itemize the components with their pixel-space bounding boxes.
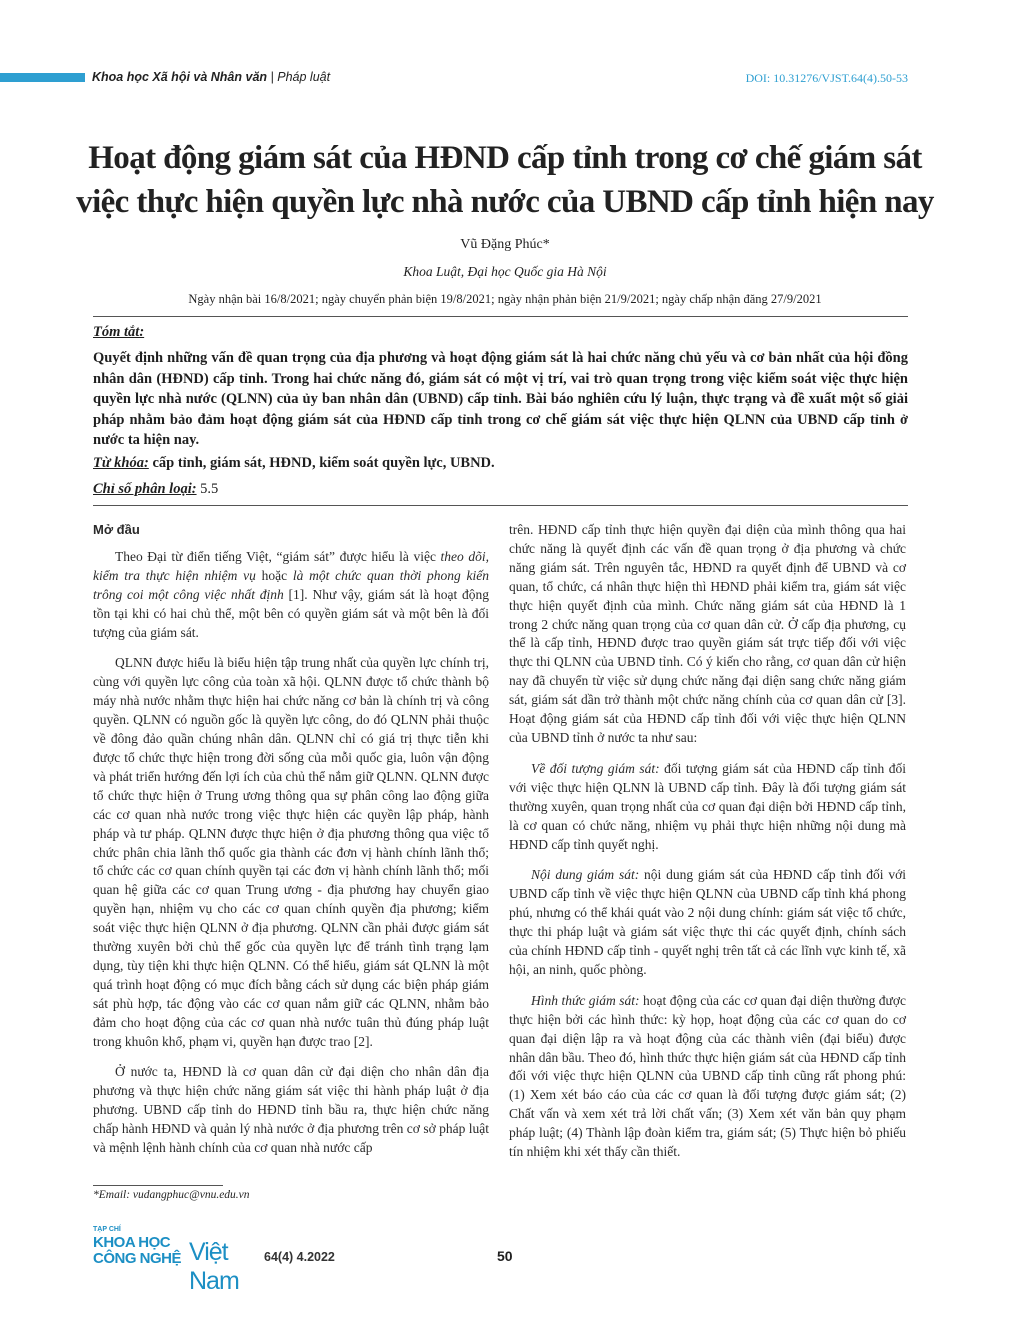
footnote-email[interactable]: *Email: vudangphuc@vnu.edu.vn — [93, 1189, 250, 1201]
article-title: Hoạt động giám sát của HĐND cấp tỉnh trong cơ chế giám sát việc thực hiện quyền lực nhà nước của UBND cấp tỉnh hiện nay — [76, 140, 934, 220]
text: Theo Đại từ điển tiếng Việt, “giám sát” được hiểu là việc — [115, 548, 441, 564]
journal-field: Pháp luật — [277, 70, 331, 84]
classification-label: Chỉ số phân loại: — [93, 481, 197, 497]
logo-small-text: TẠP CHÍ — [93, 1226, 121, 1233]
text-italic: theo dõi, kiểm tra thực hiện nhiệm vụ — [93, 548, 489, 583]
divider-abstract — [93, 505, 908, 506]
keywords — [93, 455, 908, 472]
divider-top — [93, 316, 908, 317]
left-column — [93, 521, 489, 1170]
logo-line-2: CÔNG NGHỆ — [93, 1250, 182, 1267]
section-title: Mở đầu — [93, 522, 140, 537]
right-column — [509, 521, 906, 1174]
author: Vũ Đặng Phúc* — [460, 237, 550, 252]
paragraph — [509, 866, 906, 979]
header-separator: | — [267, 70, 278, 84]
text: đối tượng giám sát của HĐND cấp tỉnh đối với việc thực hiện QLNN là UBND cấp tỉnh. Đây là đối tượng giám sát thường xuyên, quan trọng nhất của cơ quan đại diện bởi HĐND cấp tỉnh, là cơ quan có chức năng, nhiệm vụ phải thực hiện những nội dung mà HĐND cấp tỉnh quyết nghị. — [509, 760, 906, 852]
paragraph: QLNN được hiểu là biểu hiện tập trung nhất của quyền lực chính trị, cùng với quyền lực công của toàn xã hội. QLNN được tổ chức thành bộ máy nhà nước nhằm thực hiện hai chức năng cơ bản là chính trị và công quyền. QLNN có nguồn gốc là quyền lực công, do đó QLNN phải thuộc về đông đảo quần chúng nhân dân. QLNN chỉ có giá trị thực tiễn khi được tổ chức thực hiện trong đời sống của mỗi quốc gia, luôn vận động và phát triển hướng đến lợi ích của chủ thể nắm giữ QLNN. QLNN được tổ chức thực hiện ở Trung ương thông qua sự phân công lao động giữa các cơ quan nhà nước trong việc thực hiện các quyền lập pháp, hành pháp và tư pháp. QLNN được thực hiện ở địa phương thông qua việc tổ chức phân chia lãnh thổ quốc gia thành các đơn vị hành chính lãnh thổ; tổ chức các cơ quan chính quyền tại các đơn vị hành chính lãnh thổ; mối quan hệ giữa các cơ quan Trung ương - địa phương hay chuyển giao quyền hạn, nhiệm vụ cho các cơ quan chính quyền địa phương; kiểm soát việc thực hiện QLNN ở địa phương. QLNN cần phải được giám sát thường xuyên bởi chủ thể gốc của quyền lực để tránh tình trạng lạm dụng, tùy tiện khi thực hiện QLNN. Có thể hiểu, giám sát QLNN là một quá trình hoạt động có mục đích bằng cách sử dụng các biện pháp giám sát phù hợp, tác động vào các cơ quan nắm giữ các QLNN, nhằm bảo đảm cho hoạt động của các cơ quan nhà nước tuân thủ đúng pháp luật trong khuôn khổ, phạm vi, quyền hạn được trao [2]. — [93, 655, 489, 1049]
paragraph — [93, 548, 489, 643]
abstract-label: Tóm tắt: — [93, 324, 145, 340]
logo-line-1: KHOA HỌC — [93, 1234, 171, 1251]
classification-value: 5.5 — [200, 481, 219, 497]
text-italic: là một chức quan thời phong kiến trông coi một công việc nhất định — [93, 567, 489, 602]
journal-section: Khoa học Xã hội và Nhân văn — [92, 70, 268, 84]
text: hoặc — [255, 567, 293, 583]
logo-line-3: Việt Nam — [189, 1238, 239, 1295]
paragraph — [509, 992, 906, 1162]
issue-number: 64(4) 4.2022 — [264, 1250, 335, 1264]
classification — [93, 481, 218, 498]
paragraph-label: Về đối tượng giám sát: — [531, 760, 660, 776]
journal-logo — [93, 1226, 258, 1295]
header-accent-bar — [0, 73, 85, 82]
page-number: 50 — [497, 1248, 513, 1264]
paragraph — [509, 760, 906, 855]
text: [1]. Như vậy, giám sát là hoạt động tồn tại khi có hai chủ thể, một bên có quyền giám sát và một bên là đối tượng của giám sát. — [93, 586, 490, 640]
footnote-divider — [93, 1185, 223, 1186]
abstract-text: Quyết định những vấn đề quan trọng của địa phương và hoạt động giám sát là hai chức năng chủ yếu và cơ bản nhất của hội đồng nhân dân (HĐND) cấp tỉnh. Trong hai chức năng đó, giám sát có một vị trí, vai trò quan trọng trong việc kiểm soát việc thực hiện quyền lực nhà nước (QLNN) của ủy ban nhân dân (UBND) cấp tỉnh. Bài báo nghiên cứu lý luận, thực trạng và đề xuất một số giải pháp nhằm bảo đảm hoạt động giám sát của HĐND cấp tỉnh trong cơ chế giám sát việc thực hiện QLNN của UBND cấp tỉnh ở nước ta hiện nay. — [93, 350, 908, 448]
paragraph: trên. HĐND cấp tỉnh thực hiện quyền đại diện của mình thông qua hai chức năng là quyết định các vấn đề quan trọng ở địa phương và chức năng giám sát. Trên nguyên tắc, HĐND ra quyết định để UBND và cơ quan, tổ chức, cá nhân thực hiện thì HĐND phải kiểm tra, giám sát việc thực hiện quyết định của mình. Chức năng giám sát của HĐND là 1 trong 2 chức năng quan trọng của cơ quan dân cử. Ở cấp địa phương, cụ thể là cấp tỉnh, HĐND được trao quyền giám sát trực tiếp đối với việc thực thi QLNN của UBND tỉnh. Có ý kiến cho rằng, cơ quan dân cử hiện nay đã chuyển từ việc sử dụng chức năng đại diện sang chức năng giám sát, giám sát dần trở thành một chức năng chính của cơ quan dân cử [3]. Hoạt động giám sát của HĐND cấp tỉnh đối với việc thực hiện QLNN của UBND tỉnh ở nước ta như sau: — [509, 522, 906, 745]
text: nội dung giám sát của HĐND cấp tỉnh đối với UBND cấp tỉnh về việc thực hiện QLNN của UBND cấp tỉnh khá phong phú, nhưng có thể khái quát vào 2 nội dung chính: giám sát việc tổ chức, thực thi pháp luật và giám sát việc thực thi các quyết định, chính sách của chính HĐND cấp tỉnh - quyết nghị trên tất cả các lĩnh vực kinh tế, xã hội, an ninh, quốc phòng. — [509, 867, 906, 977]
keywords-label: Từ khóa: — [93, 455, 149, 471]
paragraph-label: Nội dung giám sát: — [531, 867, 640, 883]
doi[interactable]: DOI: 10.31276/VJST.64(4).50-53 — [745, 71, 908, 85]
paragraph-label: Hình thức giám sát: — [531, 992, 640, 1008]
paragraph: Ở nước ta, HĐND là cơ quan dân cử đại diện cho nhân dân địa phương và thực hiện chức năng giám sát việc thi hành pháp luật ở địa phương. UBND cấp tỉnh do HĐND tỉnh bầu ra, thực hiện chức năng chấp hành HĐND và quản lý nhà nước ở địa phương trên cơ sở pháp luật và mệnh lệnh hành chính của cơ quan nhà nước cấp — [93, 1064, 489, 1156]
submission-dates: Ngày nhận bài 16/8/2021; ngày chuyển phản biện 19/8/2021; ngày nhận phản biện 21/9/2021; ngày chấp nhận đăng 27/9/2021 — [188, 292, 822, 306]
journal-section-header — [92, 70, 330, 84]
text: hoạt động của các cơ quan đại diện thường được thực hiện bởi các hình thức: kỳ họp, hoạt động của các cơ quan do cơ quan đại diện lập ra và hoạt động của các thành viên (đại biểu) được nhân dân bầu. Theo đó, hình thức thực hiện giám sát của HĐND cấp tỉnh đối với việc thực hiện QLNN của UBND cấp tỉnh cũng rất phong phú: (1) Xem xét báo cáo của các cơ quan là đối tượng được giám sát; (2) Chất vấn và xem xét trả lời chất vấn; (3) Xem xét văn bản quy phạm pháp luật; (4) Thành lập đoàn kiểm tra, giám sát; (5) Thực hiện bỏ phiếu tín nhiệm khi xét thấy cần thiết. — [509, 992, 906, 1160]
keywords-text: cấp tỉnh, giám sát, HĐND, kiểm soát quyền lực, UBND. — [152, 455, 495, 471]
affiliation: Khoa Luật, Đại học Quốc gia Hà Nội — [403, 264, 607, 279]
